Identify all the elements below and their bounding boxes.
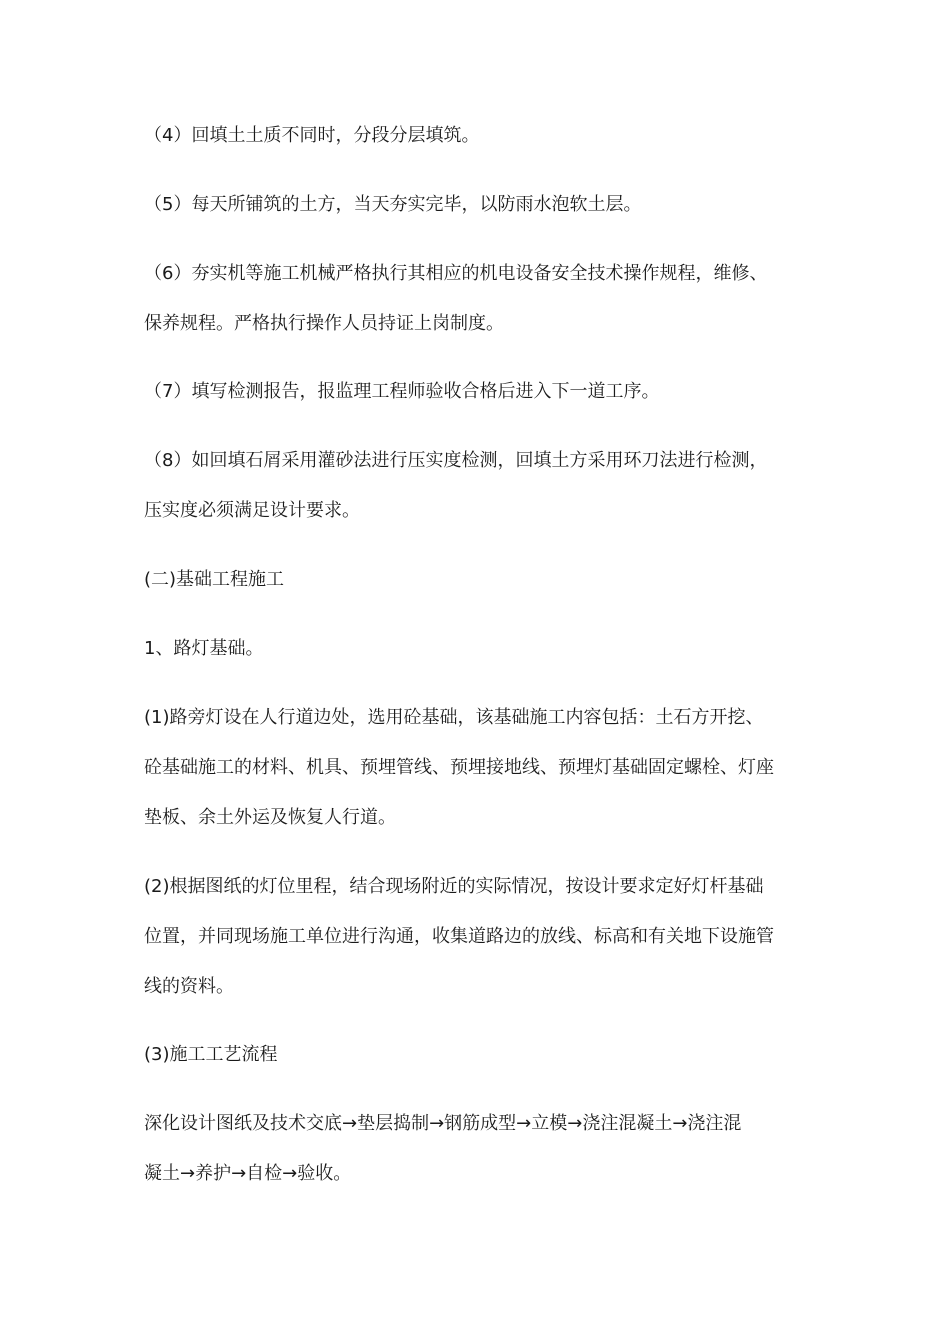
text-line: 线的资料。 — [144, 976, 234, 997]
text-line: (1)路旁灯设在人行道边处，选用砼基础，该基础施工内容包括：土石方开挖、 — [144, 707, 764, 728]
paragraph-step-6 — [144, 249, 814, 349]
text-line: 深化设计图纸及技术交底→垫层捣制→钢筋成型→立模→浇注混凝土→浇注混 — [144, 1113, 742, 1134]
paragraph-item-1 — [144, 693, 814, 843]
text-line: （4）回填土土质不同时，分段分层填筑。 — [144, 125, 480, 146]
paragraph-step-4 — [144, 111, 814, 161]
paragraph-step-8 — [144, 436, 814, 536]
text-line: (3)施工工艺流程 — [144, 1044, 278, 1065]
paragraph-step-5 — [144, 180, 814, 230]
text-line: 砼基础施工的材料、机具、预埋管线、预埋接地线、预埋灯基础固定螺栓、灯座 — [144, 757, 774, 778]
text-line: 保养规程。严格执行操作人员持证上岗制度。 — [144, 313, 504, 334]
text-line: 1、路灯基础。 — [144, 638, 264, 659]
subheading-streetlight-foundation — [144, 624, 814, 674]
paragraph-step-7 — [144, 367, 814, 417]
text-line: （6）夯实机等施工机械严格执行其相应的机电设备安全技术操作规程，维修、 — [144, 263, 768, 284]
text-line: （7）填写检测报告，报监理工程师验收合格后进入下一道工序。 — [144, 381, 660, 402]
text-line: (2)根据图纸的灯位里程，结合现场附近的实际情况，按设计要求定好灯杆基础 — [144, 876, 764, 897]
text-line: （8）如回填石屑采用灌砂法进行压实度检测，回填土方采用环刀法进行检测， — [144, 450, 768, 471]
section-heading-foundation — [144, 555, 814, 605]
text-line: 压实度必须满足设计要求。 — [144, 500, 360, 521]
text-line: （5）每天所铺筑的土方，当天夯实完毕，以防雨水泡软土层。 — [144, 194, 642, 215]
text-line: 位置，并同现场施工单位进行沟通，收集道路边的放线、标高和有关地下设施管 — [144, 926, 774, 947]
paragraph-process-flow — [144, 1099, 814, 1199]
paragraph-item-3 — [144, 1030, 814, 1080]
text-line: 垫板、余土外运及恢复人行道。 — [144, 807, 396, 828]
text-line: 凝土→养护→自检→验收。 — [144, 1163, 352, 1184]
text-line: (二)基础工程施工 — [144, 569, 285, 590]
paragraph-item-2 — [144, 862, 814, 1012]
